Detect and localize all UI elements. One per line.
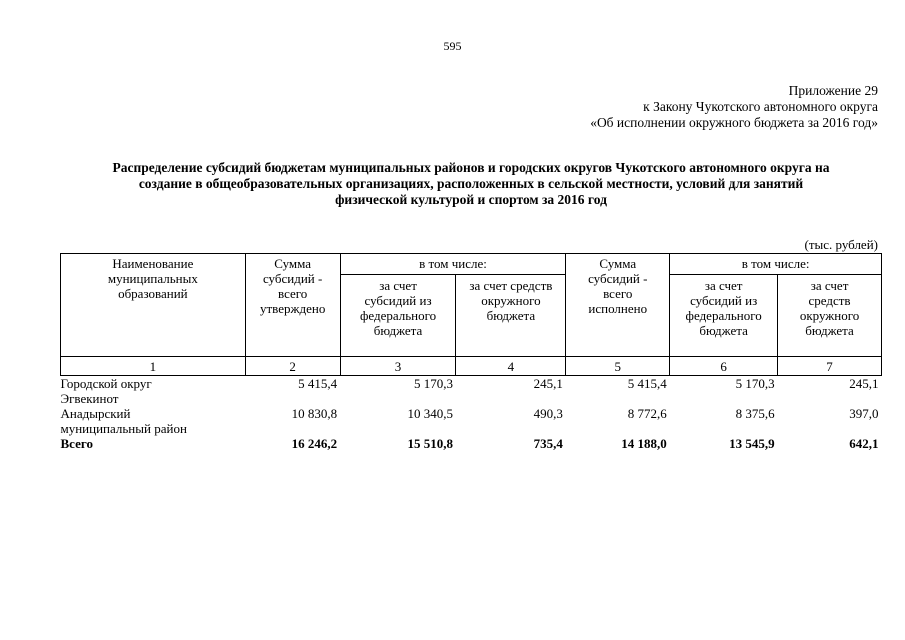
header-district-2: за счет средств окружного бюджета	[778, 275, 882, 357]
title-line: физической культурой и спортом за 2016 год	[335, 192, 607, 207]
title-line: Распределение субсидий бюджетам муниципальных районов и городских округов Чукотского автономного округа на	[112, 160, 830, 175]
cell-value: 10 830,8	[291, 406, 338, 421]
total-value: 15 510,8	[407, 436, 453, 451]
cell-value: 5 415,4	[627, 376, 667, 391]
column-number: 7	[778, 357, 882, 376]
cell-value: 5 170,3	[413, 376, 453, 391]
header-sum-approved: Сумма субсидий - всего утверждено	[245, 254, 340, 357]
total-value: 642,1	[849, 436, 879, 451]
header-name: Наименование муниципальных образований	[61, 254, 246, 357]
total-value: 16 246,2	[291, 436, 338, 451]
cell-value: 8 772,6	[627, 406, 667, 421]
cell-value: 245,1	[533, 376, 563, 391]
subsidy-table	[60, 253, 882, 451]
column-number: 5	[566, 357, 670, 376]
header-district-1: за счет средств окружного бюджета	[456, 275, 566, 357]
cell-value: 5 415,4	[298, 376, 338, 391]
cell-value: 5 170,3	[735, 376, 775, 391]
row-name: Городской округ Эгвекинот	[60, 376, 152, 406]
page-number: 595	[443, 39, 462, 53]
column-number: 2	[245, 357, 340, 376]
title-line: создание в общеобразовательных организациях, расположенных в сельской местности, условий для занятий	[138, 176, 804, 191]
document-title	[60, 160, 882, 208]
cell-value: 10 340,5	[407, 406, 453, 421]
column-number: 6	[670, 357, 778, 376]
appendix-line: «Об исполнении окружного бюджета за 2016 год»	[590, 115, 878, 130]
table-row	[61, 406, 882, 436]
column-number: 3	[340, 357, 456, 376]
cell-value: 8 375,6	[735, 406, 775, 421]
header-federal-1: за счет субсидий из федерального бюджета	[340, 275, 456, 357]
appendix-header	[590, 83, 878, 131]
units-label: (тыс. рублей)	[804, 237, 878, 252]
appendix-line: Приложение 29	[788, 83, 878, 98]
cell-value: 490,3	[533, 406, 563, 421]
total-label: Всего	[60, 436, 93, 451]
total-value: 13 545,9	[729, 436, 775, 451]
cell-value: 245,1	[849, 376, 879, 391]
total-value: 14 188,0	[621, 436, 667, 451]
column-number: 4	[456, 357, 566, 376]
header-including-2: в том числе:	[670, 254, 882, 275]
appendix-line: к Закону Чукотского автономного округа	[643, 99, 878, 114]
column-number: 1	[61, 357, 246, 376]
table-row	[61, 376, 882, 407]
row-name: Анадырский муниципальный район	[60, 406, 187, 436]
header-including-1: в том числе:	[340, 254, 566, 275]
total-value: 735,4	[533, 436, 563, 451]
cell-value: 397,0	[849, 406, 879, 421]
total-row	[61, 436, 882, 451]
header-federal-2: за счет субсидий из федерального бюджета	[670, 275, 778, 357]
header-sum-executed: Сумма субсидий - всего исполнено	[566, 254, 670, 357]
